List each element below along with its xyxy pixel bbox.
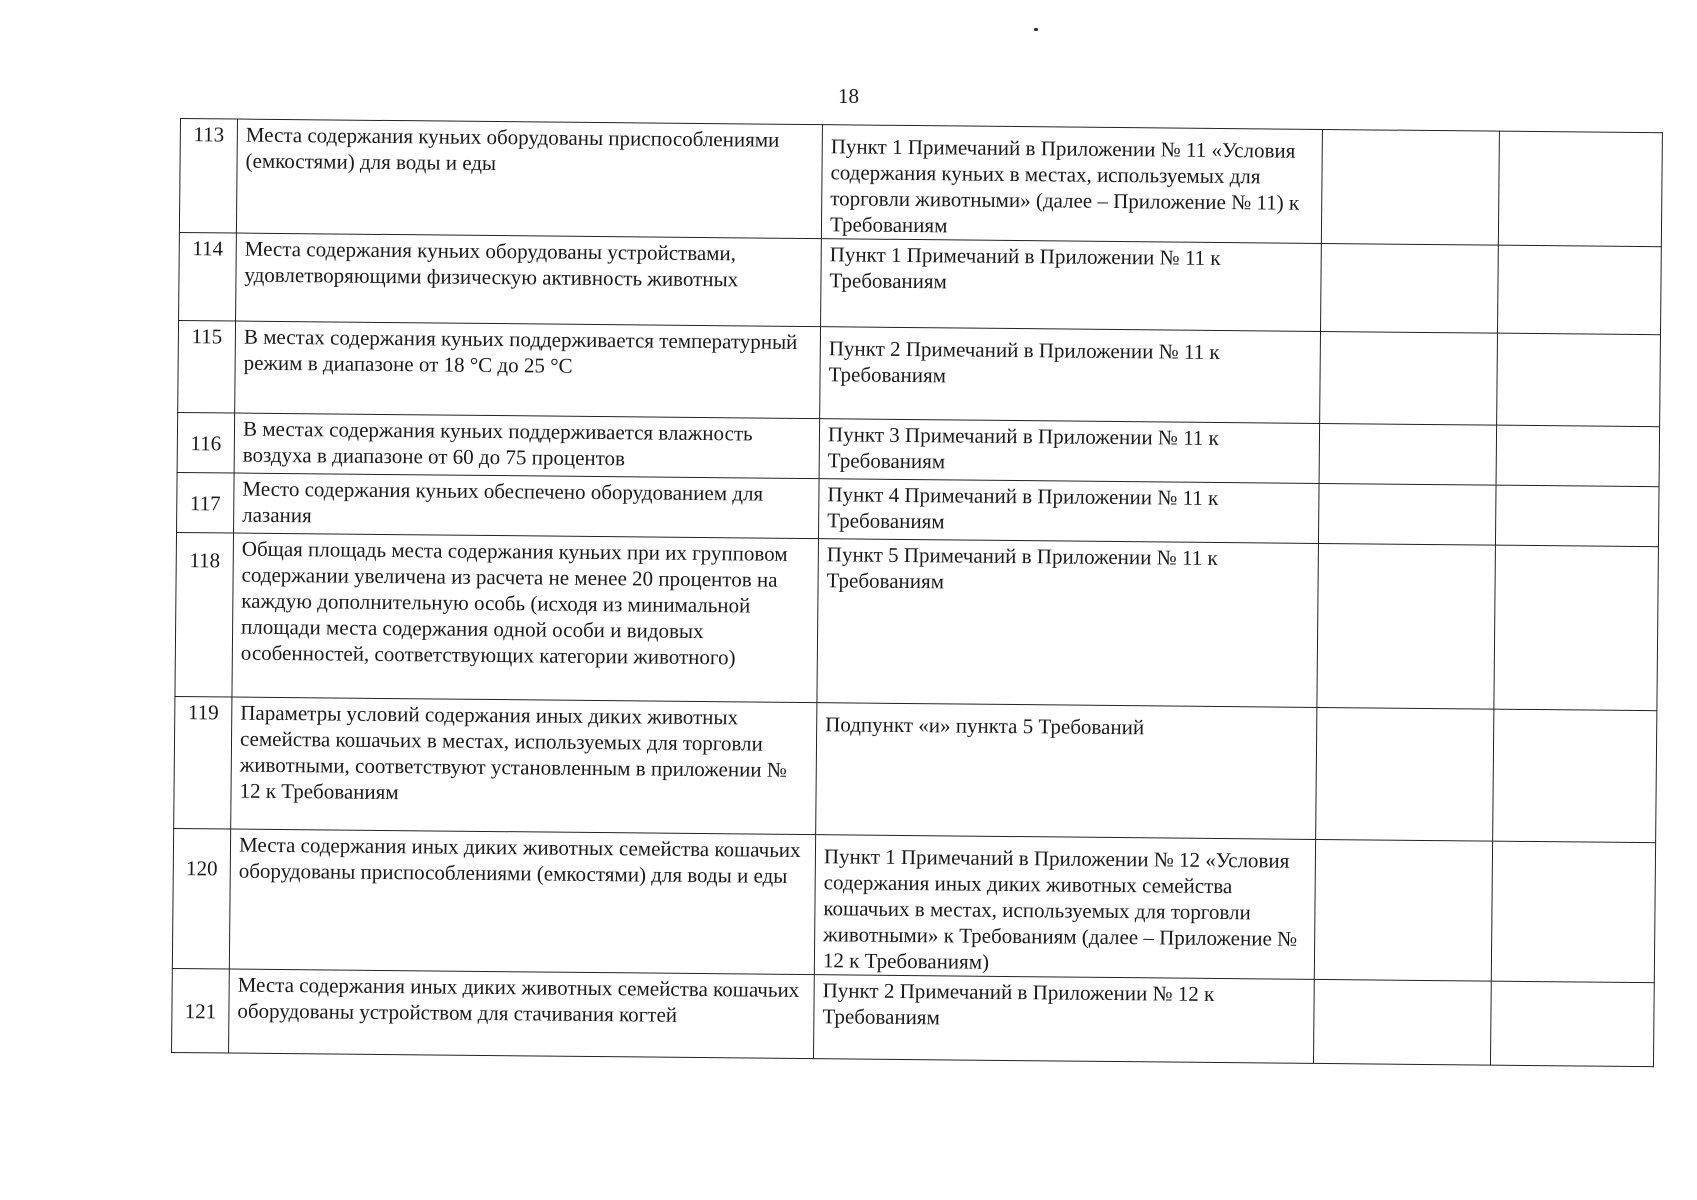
empty-cell [1495,485,1659,547]
row-number: 116 [177,412,235,473]
row-number: 114 [179,232,237,321]
reference-text: Пункт 4 Примечаний в Приложении № 11 к Требованиям [818,479,1319,544]
empty-cell [1314,839,1492,981]
requirement-text: Общая площадь места содержания куньих при их групповом содержании увеличена из расчета не менее 20 процентов на каждую дополнительную особь (исходя из минимальной площади места содержания одной особи и видовых особенностей, соответствующих категории животного) [232,533,819,703]
table-row [178,320,1661,426]
table-row [175,532,1659,710]
empty-cell [1318,483,1496,545]
empty-cell [1316,707,1494,841]
row-number: 121 [172,968,230,1053]
empty-cell [1321,243,1499,333]
empty-cell [1497,333,1661,427]
row-number: 120 [172,828,230,969]
requirement-text: В местах содержания куньих поддерживается температурный режим в диапазоне от 18 °С до 25 °С [235,321,821,419]
table-row [179,119,1662,247]
scan-speck [1034,28,1038,31]
requirement-text: Места содержания куньих оборудованы приспособлениями (емкостями) для воды и еды [236,119,822,239]
reference-text: Пункт 2 Примечаний в Приложении № 11 к Требованиям [820,327,1321,424]
table-row [172,828,1655,982]
reference-text: Пункт 2 Примечаний в Приложении № 12 к Требованиям [814,975,1315,1064]
requirements-table [171,118,1663,1067]
requirement-text: Параметры условий содержания иных диких животных семейства кошачьих в местах, используемых для торговли животными, соответствуют установленным в приложении № 12 к Требованиям [231,697,817,835]
reference-text: Пункт 3 Примечаний в Приложении № 11 к Требованиям [819,419,1320,484]
empty-cell [1494,545,1659,711]
empty-cell [1313,979,1491,1065]
requirement-text: Места содержания куньих оборудованы устройствами, удовлетворяющими физическую активность животных [236,233,822,327]
reference-text: Пункт 1 Примечаний в Приложении № 11 к Требованиям [821,239,1322,332]
page-number: 18 [838,84,859,108]
empty-cell [1498,131,1662,247]
requirement-text: В местах содержания куньих поддерживается влажность воздуха в диапазоне от 60 до 75 процентов [234,413,820,479]
requirement-text: Места содержания иных диких животных семейства кошачьих оборудованы приспособлениями (емкостями) для воды и еды [229,829,815,975]
row-number: 113 [179,119,237,234]
requirement-text: Место содержания куньих обеспечено оборудованием для лазания [234,473,820,539]
empty-cell [1319,423,1497,485]
empty-cell [1490,981,1654,1067]
table-row [179,232,1662,334]
empty-cell [1491,841,1655,983]
reference-text: Пункт 1 Примечаний в Приложении № 12 «Условия содержания иных диких животных семейства кошачьих в местах, используемых для торговли животными» к Требованиям (далее – Приложение № 12 к Требованиям) [814,835,1315,980]
requirement-text: Места содержания иных диких животных семейства кошачьих оборудованы устройством для стачивания когтей [229,969,815,1059]
reference-text: Подпункт «и» пункта 5 Требований [816,703,1317,840]
empty-cell [1497,245,1661,335]
empty-cell [1320,331,1498,425]
empty-cell [1321,129,1499,245]
row-number: 119 [174,696,232,829]
reference-text: Пункт 1 Примечаний в Приложении № 11 «Условия содержания куньих в местах, используемых для торговли животными» (далее – Приложение № 11) к Требованиям [821,125,1322,244]
empty-cell [1496,425,1660,487]
row-number: 117 [177,472,235,533]
table-row [172,968,1655,1066]
table-row [174,696,1657,842]
empty-cell [1317,543,1496,709]
reference-text: Пункт 5 Примечаний в Приложении № 11 к Требованиям [817,539,1319,708]
row-number: 115 [178,320,236,413]
row-number: 118 [175,532,234,697]
empty-cell [1493,709,1657,843]
